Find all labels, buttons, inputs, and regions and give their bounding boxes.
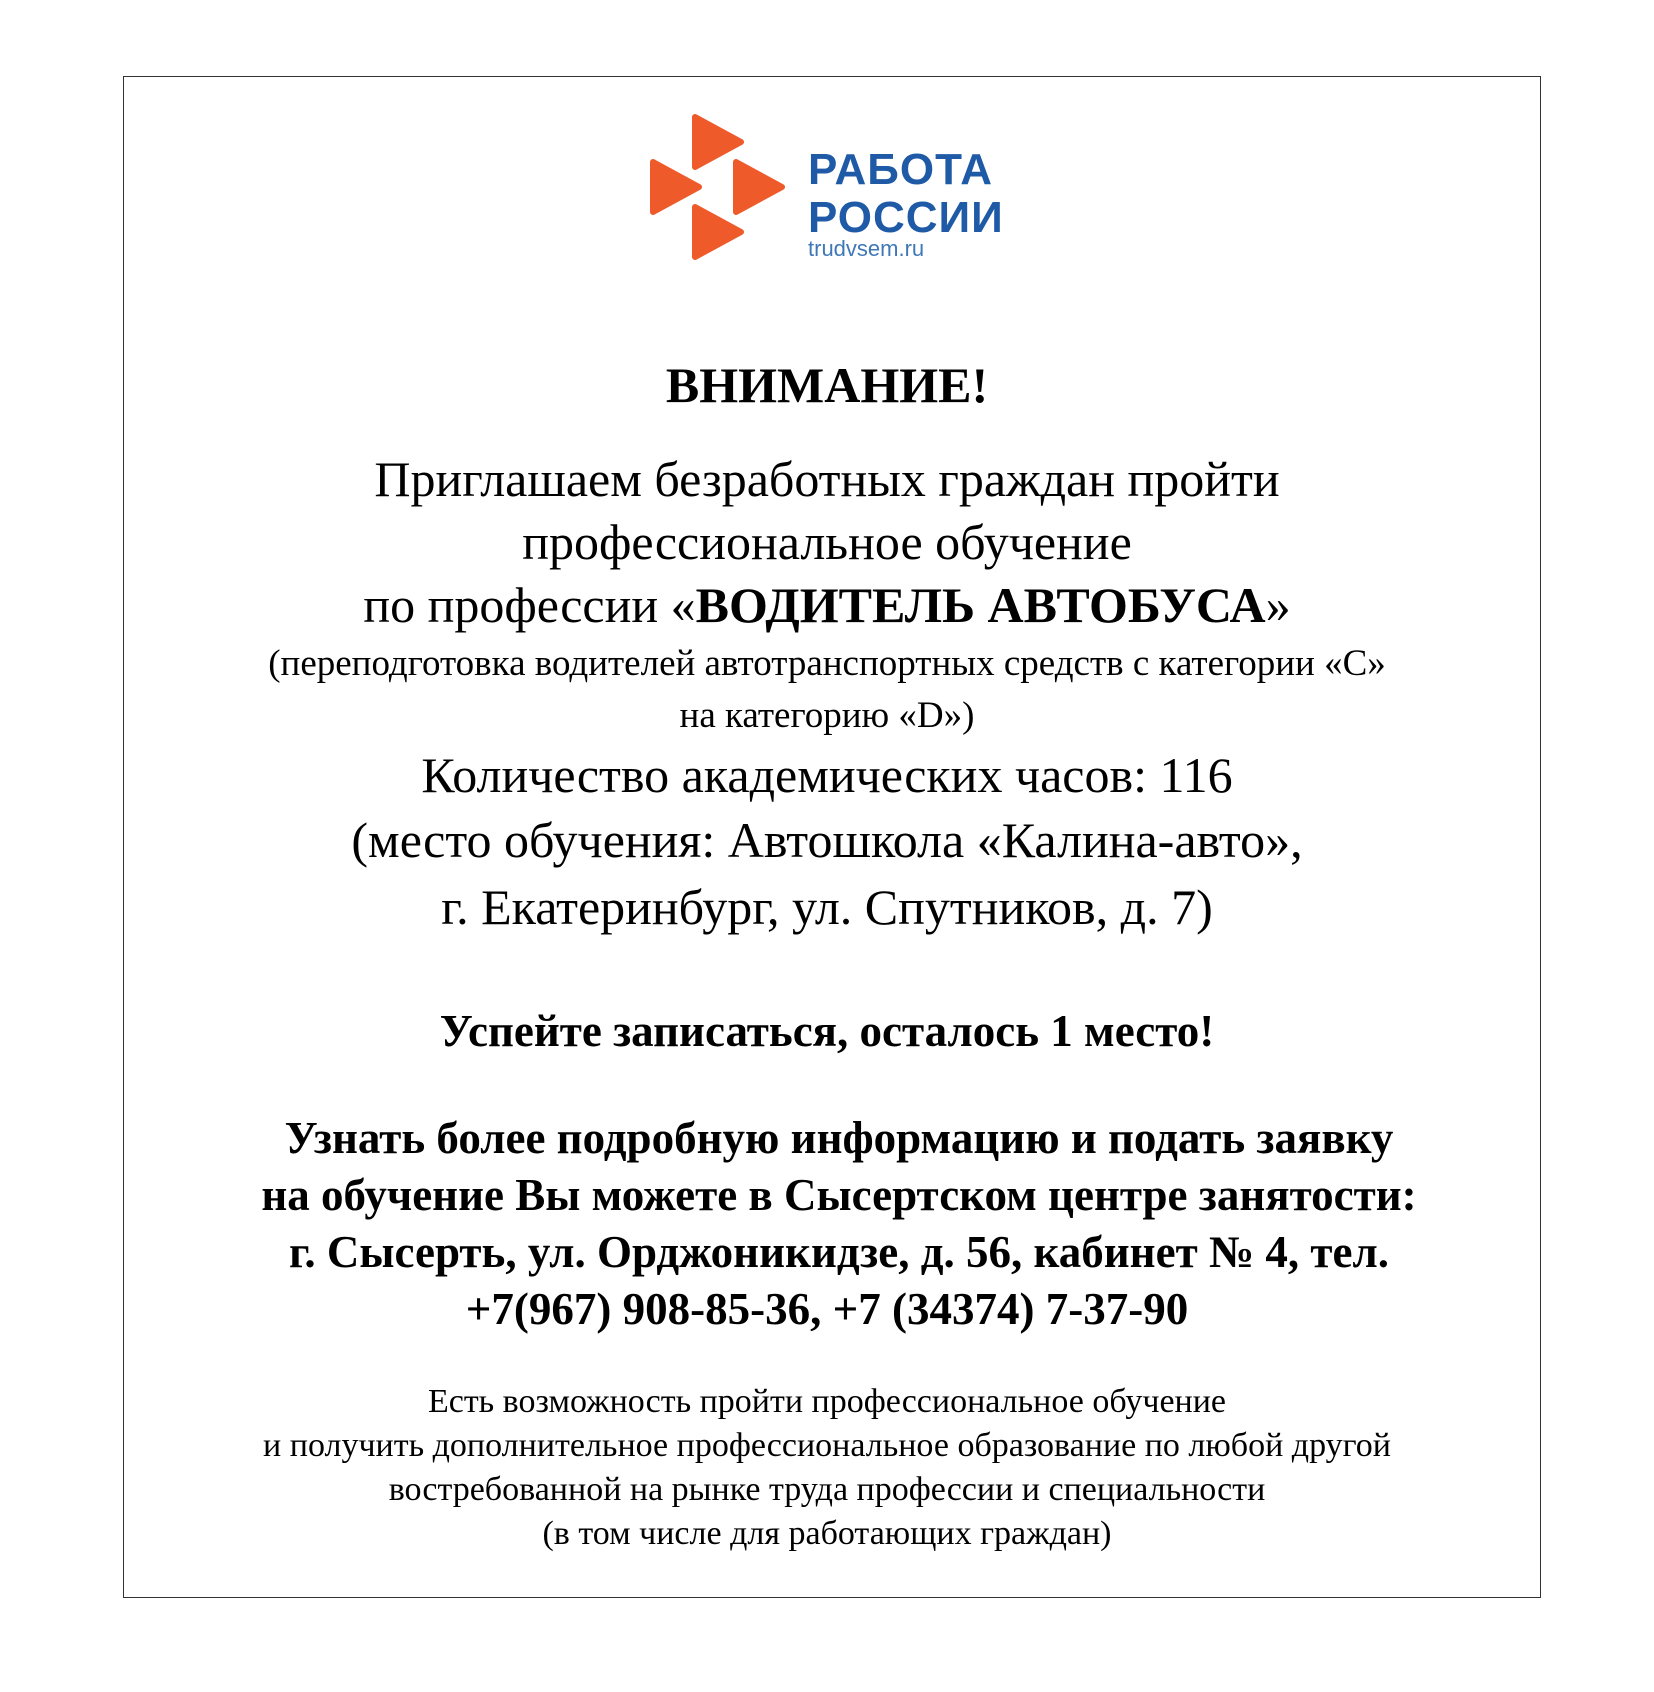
notice-title: ВНИМАНИЕ! [665, 357, 989, 413]
footer-line-2: и получить дополнительное профессиональное образование по любой другой [263, 1427, 1391, 1464]
contact-info-line-3: г. Сысерть, ул. Орджоникидзе, д. 56, кабинет № 4, тел. [289, 1227, 1389, 1277]
footer-line-3: востребованной на рынке труда профессии и специальности [388, 1471, 1266, 1508]
arrow-left-icon [653, 162, 699, 212]
logo-url: trudvsem.ru [808, 236, 925, 261]
arrow-bottom-icon [695, 207, 741, 257]
invite-line-1: Приглашаем безработных граждан пройти [374, 451, 1280, 507]
footer-line-4: (в том числе для работающих граждан) [542, 1515, 1112, 1552]
logo-text-line2: РОССИИ [808, 193, 1004, 242]
logo-text-line1: РАБОТА [808, 145, 993, 194]
contact-phones: +7(967) 908-85-36, +7 (34374) 7-37-90 [465, 1284, 1189, 1334]
contact-info-line-1: Узнать более подробную информацию и подать заявку [284, 1113, 1394, 1163]
invite-line-3 [0, 575, 1654, 635]
rabota-rossii-logo [648, 112, 1018, 262]
footer-line-1: Есть возможность пройти профессиональное обучение [427, 1383, 1227, 1420]
hurry-notice: Успейте записаться, осталось 1 место! [439, 1006, 1215, 1056]
invite-prefix: по профессии « [363, 577, 696, 633]
arrow-right-icon [736, 162, 782, 212]
training-place-line-2: г. Екатеринбург, ул. Спутников, д. 7) [441, 879, 1213, 935]
invite-line-2: профессиональное обучение [522, 514, 1132, 570]
arrow-top-icon [695, 117, 741, 167]
profession-name: ВОДИТЕЛЬ АВТОБУСА [695, 577, 1266, 633]
four-orange-arrows-icon [648, 112, 788, 262]
academic-hours: Количество академических часов: 116 [421, 747, 1233, 803]
invite-suffix: » [1265, 577, 1291, 633]
contact-info-line-2: на обучение Вы можете в Сысертском центре занятости: [261, 1170, 1417, 1220]
training-place-line-1: (место обучения: Автошкола «Калина-авто», [351, 812, 1303, 868]
retraining-line-2: на категорию «D») [679, 695, 975, 736]
retraining-line-1: (переподготовка водителей автотранспортных средств с категории «С» [268, 643, 1386, 684]
